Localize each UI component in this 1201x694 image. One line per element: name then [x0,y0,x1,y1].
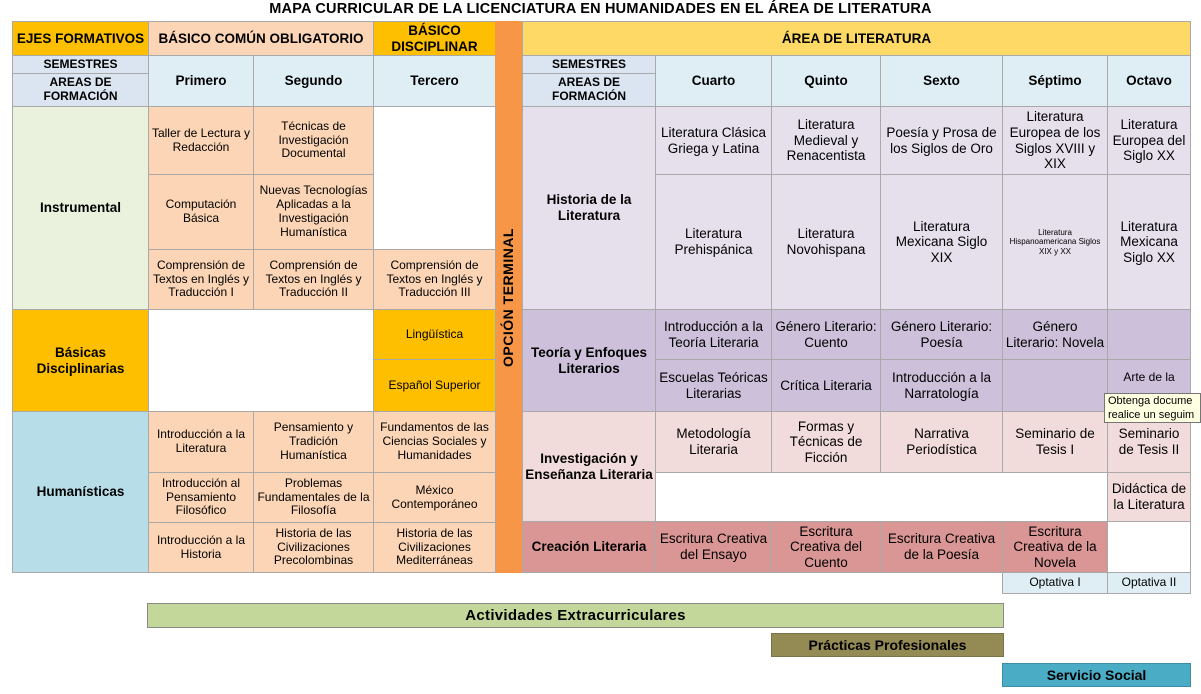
semester-sexto: Sexto [880,55,1003,107]
opcion-terminal-bar [495,21,522,573]
course-genero-poesia: Género Literario: Poesía [880,309,1003,360]
course-pensamiento-tradicion: Pensamiento y Tradición Humanística [253,411,374,473]
course-espanol-superior: Español Superior [373,359,496,412]
area-creacion-literaria: Creación Literaria [522,521,656,573]
semester-octavo: Octavo [1107,55,1191,107]
semestres-label: SEMESTRES [12,55,149,74]
course-escritura-novela: Escritura Creativa de la Novela [1002,521,1108,573]
bar-servicio-social: Servicio Social [1002,663,1191,687]
course-intro-historia: Introducción a la Historia [148,522,254,573]
course-linguistica: Lingüística [373,309,496,360]
course-tecnicas-investigacion: Técnicas de Investigación Documental [253,106,374,175]
course-comprension-2: Comprensión de Textos en Inglés y Traducción II [253,249,374,310]
semester-cuarto: Cuarto [655,55,772,107]
course-lit-mexicana-19: Literatura Mexicana Siglo XIX [880,174,1003,310]
course-escritura-poesia: Escritura Creativa de la Poesía [880,521,1003,573]
header-ejes-formativos: EJES FORMATIVOS [12,21,149,56]
course-formas-tecnicas: Formas y Técnicas de Ficción [771,411,881,473]
header-area-literatura: ÁREA DE LITERATURA [522,21,1191,56]
course-comprension-1: Comprensión de Textos en Inglés y Traducción I [148,249,254,310]
tooltip-line-1: Obtenga docume [1108,395,1193,407]
course-critica-literaria: Crítica Literaria [771,359,881,412]
course-didactica: Didáctica de la Literatura [1107,472,1191,522]
course-intro-pensamiento: Introducción al Pensamiento Filosófico [148,472,254,523]
header-basico-comun: BÁSICO COMÚN OBLIGATORIO [148,21,374,56]
page-title: MAPA CURRICULAR DE LA LICENCIATURA EN HUMANIDADES EN EL ÁREA DE LITERATURA [269,1,932,17]
course-narrativa-periodistica: Narrativa Periodística [880,411,1003,473]
semester-tercero: Tercero [373,55,496,107]
course-escritura-ensayo: Escritura Creativa del Ensayo [655,521,772,573]
area-investigacion-ensenanza: Investigación y Enseñanza Literaria [522,411,656,522]
course-intro-teoria: Introducción a la Teoría Literaria [655,309,772,360]
semester-primero: Primero [148,55,254,107]
empty-cell [1002,359,1108,412]
course-fundamentos: Fundamentos de las Ciencias Sociales y Humanidades [373,411,496,473]
course-optativa-2: Optativa II [1107,572,1191,594]
tooltip-line-2: realice un seguim [1108,409,1195,421]
course-mexico-contemporaneo: México Contemporáneo [373,472,496,523]
empty-cell [148,309,374,412]
semestres-label-right: SEMESTRES [522,55,656,74]
course-historia-mediterraneas: Historia de las Civilizaciones Mediterráneas [373,522,496,573]
areas-formacion-label: AREAS DE FORMACIÓN [12,73,149,107]
header-basico-disciplinar: BÁSICO DISCIPLINAR [373,21,496,56]
eje-instrumental: Instrumental [12,106,149,310]
course-poesia-prosa: Poesía y Prosa de los Siglos de Oro [880,106,1003,175]
course-arte-de-la: Arte de la [1107,359,1191,412]
course-taller-lectura: Taller de Lectura y Redacción [148,106,254,175]
course-lit-novohispana: Literatura Novohispana [771,174,881,310]
course-lit-medieval: Literatura Medieval y Renacentista [771,106,881,175]
course-genero-novela: Género Literario: Novela [1002,309,1108,360]
course-lit-prehispanica: Literatura Prehispánica [655,174,772,310]
eje-humanisticas: Humanísticas [12,411,149,573]
empty-cell [1107,521,1191,573]
course-metodologia: Metodología Literaria [655,411,772,473]
area-historia-literatura: Historia de la Literatura [522,106,656,310]
course-genero-cuento: Género Literario: Cuento [771,309,881,360]
course-intro-narratologia: Introducción a la Narratología [880,359,1003,412]
semester-quinto: Quinto [771,55,881,107]
course-lit-hispanoamericana: Literatura Hispanoamericana Siglos XIX y XX [1002,174,1108,310]
course-optativa-1: Optativa I [1002,572,1108,594]
course-seminario-tesis-1: Seminario de Tesis I [1002,411,1108,473]
opcion-terminal-label: OPCIÓN TERMINAL [500,227,517,367]
course-escritura-cuento: Escritura Creativa del Cuento [771,521,881,573]
course-lit-clasica: Literatura Clásica Griega y Latina [655,106,772,175]
course-computacion: Computación Básica [148,174,254,250]
course-comprension-3: Comprensión de Textos en Inglés y Traducción III [373,249,496,310]
areas-formacion-label-right: AREAS DE FORMACIÓN [522,73,656,107]
course-lit-europea-18: Literatura Europea de los Siglos XVIII y XIX [1002,106,1108,175]
empty-cell [373,106,496,250]
semester-segundo: Segundo [253,55,374,107]
course-escuelas-teoricas: Escuelas Teóricas Literarias [655,359,772,412]
course-seminario-tesis-2: Seminario de Tesis II [1107,411,1191,473]
bar-practicas-profesionales: Prácticas Profesionales [771,633,1004,657]
empty-cell [1107,309,1191,360]
semester-septimo: Séptimo [1002,55,1108,107]
area-teoria-enfoques: Teoría y Enfoques Literarios [522,309,656,412]
empty-cell [655,472,1108,522]
course-intro-literatura: Introducción a la Literatura [148,411,254,473]
tooltip [1104,393,1201,423]
course-lit-europea-20: Literatura Europea del Siglo XX [1107,106,1191,175]
course-nuevas-tecnologias: Nuevas Tecnologías Aplicadas a la Investigación Humanística [253,174,374,250]
bar-actividades-extracurriculares: Actividades Extracurriculares [147,603,1004,628]
course-lit-mexicana-20: Literatura Mexicana Siglo XX [1107,174,1191,310]
course-historia-precolombinas: Historia de las Civilizaciones Precolombinas [253,522,374,573]
eje-basicas-disciplinarias: Básicas Disciplinarias [12,309,149,412]
course-problemas-filosofia: Problemas Fundamentales de la Filosofía [253,472,374,523]
